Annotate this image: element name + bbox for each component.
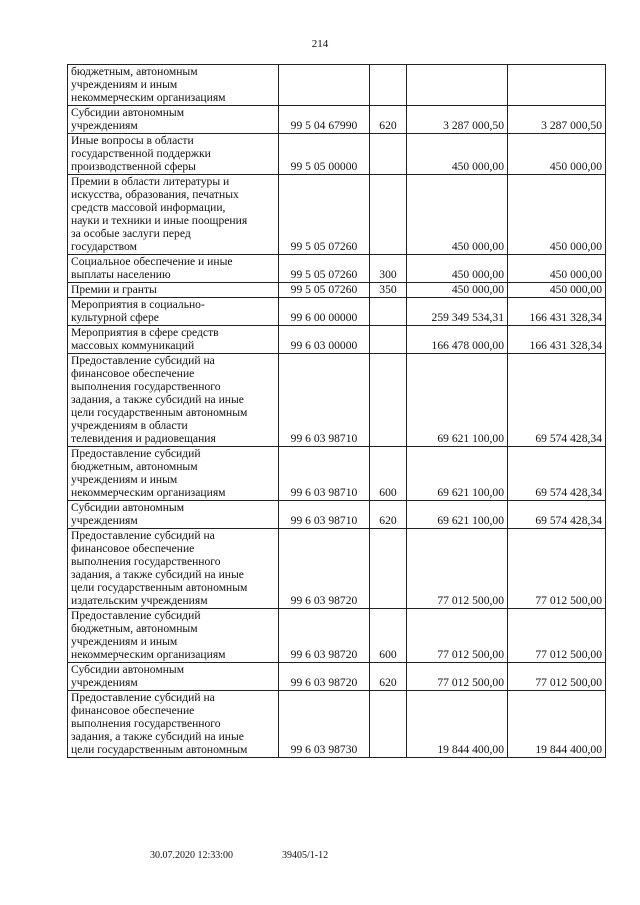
row-code: 99 6 03 98710	[290, 514, 358, 527]
cell-row-amount-approved	[407, 501, 508, 529]
row-name: Социальное обеспечение и иные выплаты населению	[71, 255, 233, 281]
table-row	[68, 529, 606, 609]
row-code: 99 6 03 98710	[290, 432, 358, 445]
row-name: Предоставление субсидий бюджетным, автономным учреждениям и иным некоммерческим организациям	[71, 447, 226, 499]
cell-row-code	[279, 663, 370, 691]
footer-doc-number: 39405/1-12	[282, 850, 329, 861]
row-code: 99 6 03 98710	[290, 486, 358, 499]
cell-row-expense-type	[370, 255, 407, 283]
cell-row-expense-type	[370, 447, 407, 501]
cell-row-expense-type	[370, 663, 407, 691]
cell-row-amount-approved	[407, 326, 508, 354]
cell-row-amount-executed	[508, 175, 606, 255]
row-amount-executed: 3 287 000,50	[541, 119, 602, 132]
row-code: 99 5 05 00000	[290, 160, 358, 173]
cell-row-expense-type	[370, 106, 407, 134]
cell-row-amount-executed	[508, 663, 606, 691]
row-amount-approved: 450 000,00	[451, 268, 504, 281]
cell-row-amount-approved	[407, 175, 508, 255]
cell-row-amount-approved	[407, 106, 508, 134]
cell-row-amount-approved	[407, 447, 508, 501]
cell-row-amount-executed	[508, 691, 606, 758]
row-name: Мероприятия в сфере средств массовых коммуникаций	[71, 326, 219, 352]
row-name: Премии и гранты	[71, 283, 157, 296]
row-code: 99 6 00 00000	[290, 311, 358, 324]
row-name: Субсидии автономным учреждениям	[71, 663, 185, 689]
row-amount-approved: 19 844 400,00	[437, 743, 504, 756]
row-amount-approved: 77 012 500,00	[437, 648, 504, 661]
row-code: 99 5 05 07260	[290, 268, 358, 281]
cell-row-name	[68, 326, 279, 354]
row-amount-executed: 77 012 500,00	[535, 594, 602, 607]
row-amount-approved: 77 012 500,00	[437, 594, 504, 607]
cell-row-code	[279, 65, 370, 106]
cell-row-expense-type	[370, 326, 407, 354]
cell-row-code	[279, 529, 370, 609]
row-code: 99 6 03 98730	[290, 743, 358, 756]
row-amount-approved: 3 287 000,50	[443, 119, 504, 132]
row-expense-type: 300	[379, 268, 397, 281]
row-amount-approved: 259 349 534,31	[431, 311, 504, 324]
table-row	[68, 447, 606, 501]
table-row	[68, 255, 606, 283]
row-amount-executed: 19 844 400,00	[535, 743, 602, 756]
cell-row-code	[279, 255, 370, 283]
row-amount-executed: 77 012 500,00	[535, 676, 602, 689]
cell-row-amount-approved	[407, 283, 508, 298]
cell-row-expense-type	[370, 65, 407, 106]
cell-row-amount-executed	[508, 501, 606, 529]
row-name: Иные вопросы в области государственной поддержки производственной сферы	[71, 134, 211, 173]
table-row	[68, 175, 606, 255]
table-row	[68, 326, 606, 354]
cell-row-name	[68, 298, 279, 326]
table-row	[68, 663, 606, 691]
row-amount-executed: 77 012 500,00	[535, 648, 602, 661]
row-code: 99 5 04 67990	[290, 119, 358, 132]
cell-row-code	[279, 134, 370, 175]
table-row	[68, 501, 606, 529]
cell-row-amount-executed	[508, 447, 606, 501]
row-amount-executed: 69 574 428,34	[535, 486, 602, 499]
cell-row-amount-executed	[508, 298, 606, 326]
row-name: Предоставление субсидий бюджетным, автономным учреждениям и иным некоммерческим организациям	[71, 609, 226, 661]
row-name: Предоставление субсидий на финансовое обеспечение выполнения государственного задания, а также субсидий на иные цели государственным автономным	[71, 691, 248, 756]
cell-row-name	[68, 106, 279, 134]
row-code: 99 6 03 00000	[290, 339, 358, 352]
table-row	[68, 65, 606, 106]
cell-row-amount-approved	[407, 609, 508, 663]
cell-row-code	[279, 354, 370, 447]
row-name: Субсидии автономным учреждениям	[71, 106, 185, 132]
cell-row-amount-approved	[407, 529, 508, 609]
row-name: бюджетным, автономным учреждениям и иным некоммерческим организациям	[71, 65, 226, 104]
cell-row-expense-type	[370, 501, 407, 529]
cell-row-code	[279, 501, 370, 529]
cell-row-name	[68, 529, 279, 609]
table-row	[68, 283, 606, 298]
row-amount-approved: 450 000,00	[451, 283, 504, 296]
cell-row-name	[68, 283, 279, 298]
cell-row-name	[68, 609, 279, 663]
row-name: Предоставление субсидий на финансовое обеспечение выполнения государственного задания, а также субсидий на иные цели государственным автономным издательским учреждениям	[71, 529, 248, 607]
cell-row-name	[68, 501, 279, 529]
row-code: 99 5 05 07260	[290, 240, 358, 253]
row-name: Мероприятия в социально- культурной сфере	[71, 298, 205, 324]
row-amount-approved: 450 000,00	[451, 240, 504, 253]
cell-row-expense-type	[370, 691, 407, 758]
cell-row-expense-type	[370, 529, 407, 609]
cell-row-amount-executed	[508, 134, 606, 175]
row-amount-approved: 69 621 100,00	[437, 514, 504, 527]
row-expense-type: 350	[379, 283, 397, 296]
row-code: 99 6 03 98720	[290, 594, 358, 607]
cell-row-amount-executed	[508, 65, 606, 106]
row-amount-executed: 450 000,00	[549, 268, 602, 281]
cell-row-code	[279, 175, 370, 255]
cell-row-expense-type	[370, 609, 407, 663]
budget-table-body	[68, 65, 606, 758]
row-code: 99 5 05 07260	[290, 283, 358, 296]
cell-row-name	[68, 354, 279, 447]
cell-row-code	[279, 609, 370, 663]
footer-datetime: 30.07.2020 12:33:00	[150, 850, 234, 861]
row-code: 99 6 03 98720	[290, 648, 358, 661]
cell-row-amount-approved	[407, 298, 508, 326]
cell-row-expense-type	[370, 298, 407, 326]
row-name: Предоставление субсидий на финансовое обеспечение выполнения государственного задания, а также субсидий на иные цели государственным автономным учреждениям в области телевидения и радиовещания	[71, 354, 248, 445]
row-expense-type: 620	[379, 676, 397, 689]
cell-row-amount-executed	[508, 326, 606, 354]
cell-row-amount-approved	[407, 354, 508, 447]
table-row	[68, 106, 606, 134]
row-amount-executed: 450 000,00	[549, 283, 602, 296]
cell-row-amount-executed	[508, 255, 606, 283]
row-name: Премии в области литературы и искусства, образования, печатных средств массовой информации, науки и техники и иные поощрения за особые заслуги перед государством	[71, 175, 248, 253]
cell-row-amount-executed	[508, 106, 606, 134]
row-amount-approved: 69 621 100,00	[437, 432, 504, 445]
cell-row-code	[279, 298, 370, 326]
row-amount-executed: 166 431 328,34	[529, 311, 602, 324]
row-amount-approved: 77 012 500,00	[437, 676, 504, 689]
cell-row-amount-executed	[508, 529, 606, 609]
row-code: 99 6 03 98720	[290, 676, 358, 689]
row-amount-executed: 69 574 428,34	[535, 432, 602, 445]
row-amount-executed: 166 431 328,34	[529, 339, 602, 352]
cell-row-code	[279, 447, 370, 501]
row-expense-type: 620	[379, 119, 397, 132]
cell-row-name	[68, 134, 279, 175]
cell-row-name	[68, 65, 279, 106]
row-amount-approved: 166 478 000,00	[431, 339, 504, 352]
cell-row-code	[279, 691, 370, 758]
table-row	[68, 134, 606, 175]
row-amount-executed: 450 000,00	[549, 160, 602, 173]
budget-table	[67, 64, 606, 758]
cell-row-code	[279, 106, 370, 134]
table-row	[68, 354, 606, 447]
cell-row-name	[68, 691, 279, 758]
table-row	[68, 691, 606, 758]
cell-row-name	[68, 447, 279, 501]
cell-row-expense-type	[370, 175, 407, 255]
table-row	[68, 609, 606, 663]
table-row	[68, 298, 606, 326]
cell-row-expense-type	[370, 283, 407, 298]
cell-row-name	[68, 255, 279, 283]
row-amount-executed: 69 574 428,34	[535, 514, 602, 527]
cell-row-amount-approved	[407, 134, 508, 175]
cell-row-amount-approved	[407, 255, 508, 283]
cell-row-amount-approved	[407, 691, 508, 758]
row-amount-executed: 450 000,00	[549, 240, 602, 253]
cell-row-amount-executed	[508, 609, 606, 663]
cell-row-amount-executed	[508, 283, 606, 298]
cell-row-amount-approved	[407, 65, 508, 106]
row-amount-approved: 69 621 100,00	[437, 486, 504, 499]
row-name: Субсидии автономным учреждениям	[71, 501, 185, 527]
row-amount-approved: 450 000,00	[451, 160, 504, 173]
cell-row-code	[279, 326, 370, 354]
row-expense-type: 600	[379, 648, 397, 661]
cell-row-amount-approved	[407, 663, 508, 691]
cell-row-expense-type	[370, 134, 407, 175]
cell-row-name	[68, 663, 279, 691]
cell-row-name	[68, 175, 279, 255]
cell-row-expense-type	[370, 354, 407, 447]
cell-row-code	[279, 283, 370, 298]
page-number: 214	[311, 38, 329, 50]
cell-row-amount-executed	[508, 354, 606, 447]
row-expense-type: 620	[379, 514, 397, 527]
row-expense-type: 600	[379, 486, 397, 499]
